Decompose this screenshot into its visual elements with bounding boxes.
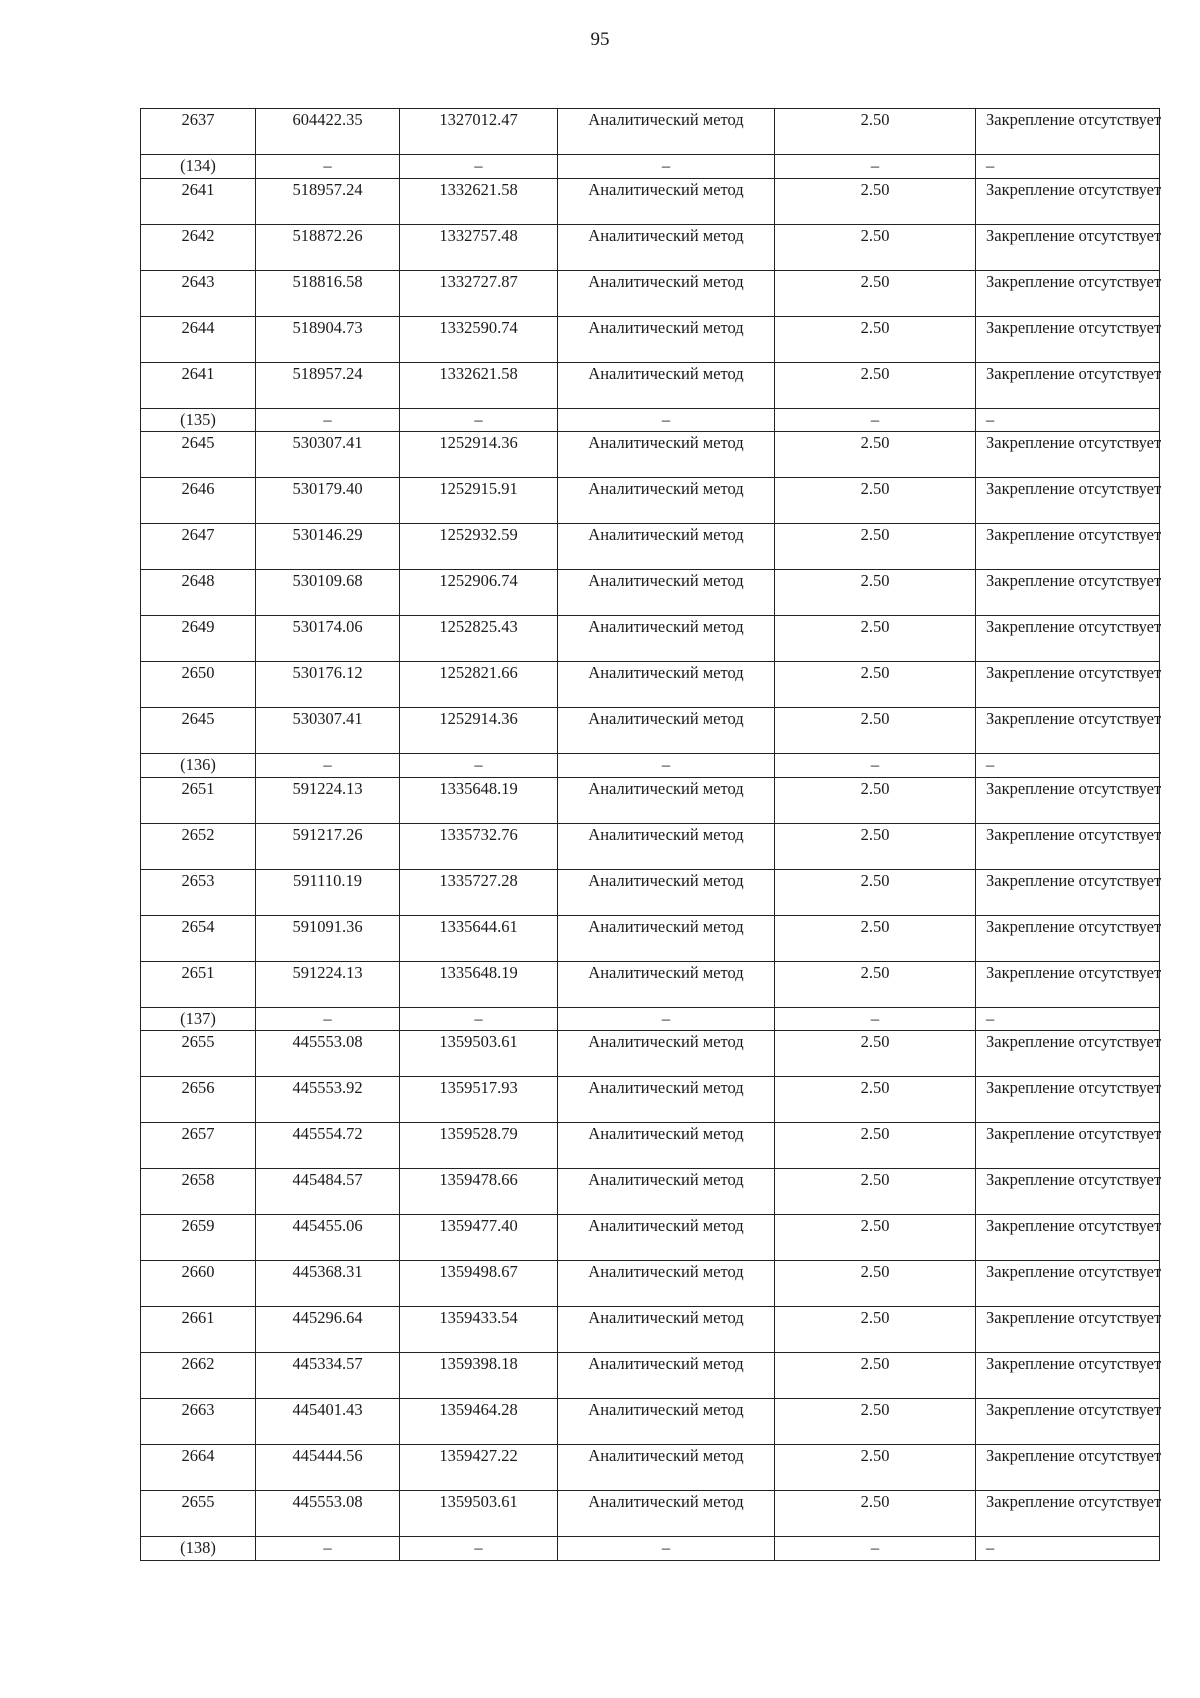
fixing-cell: Закрепление отсутствует	[976, 777, 1160, 823]
x-coordinate-cell: 445484.57	[256, 1169, 400, 1215]
fixing-cell: Закрепление отсутствует	[976, 616, 1160, 662]
x-coordinate-cell: 518957.24	[256, 178, 400, 224]
fixing-cell: –	[976, 1007, 1160, 1031]
y-coordinate-cell: 1335644.61	[400, 915, 558, 961]
table-row	[141, 1215, 1160, 1261]
x-coordinate-cell: 530174.06	[256, 616, 400, 662]
fixing-cell: Закрепление отсутствует	[976, 1399, 1160, 1445]
fixing-cell: Закрепление отсутствует	[976, 915, 1160, 961]
page-number: 95	[590, 29, 610, 50]
accuracy-cell: 2.50	[775, 823, 976, 869]
table-row	[141, 224, 1160, 270]
y-coordinate-cell: –	[400, 1537, 558, 1561]
accuracy-cell: 2.50	[775, 777, 976, 823]
x-coordinate-cell: 530146.29	[256, 524, 400, 570]
method-cell: Аналитический метод	[558, 869, 775, 915]
accuracy-cell: 2.50	[775, 1077, 976, 1123]
point-number-cell: 2649	[141, 616, 256, 662]
table-row	[141, 316, 1160, 362]
y-coordinate-cell: 1359427.22	[400, 1445, 558, 1491]
x-coordinate-cell: 530109.68	[256, 570, 400, 616]
x-coordinate-cell: 530179.40	[256, 478, 400, 524]
y-coordinate-cell: 1327012.47	[400, 109, 558, 155]
method-cell: Аналитический метод	[558, 316, 775, 362]
table-row	[141, 1353, 1160, 1399]
fixing-cell: Закрепление отсутствует	[976, 316, 1160, 362]
accuracy-cell: 2.50	[775, 662, 976, 708]
point-number-cell: 2651	[141, 961, 256, 1007]
method-cell: Аналитический метод	[558, 777, 775, 823]
point-number-cell: (135)	[141, 408, 256, 432]
method-cell: Аналитический метод	[558, 432, 775, 478]
method-cell: Аналитический метод	[558, 662, 775, 708]
fixing-cell: Закрепление отсутствует	[976, 224, 1160, 270]
accuracy-cell: 2.50	[775, 478, 976, 524]
accuracy-cell: 2.50	[775, 1261, 976, 1307]
point-number-cell: (134)	[141, 155, 256, 179]
point-number-cell: 2650	[141, 662, 256, 708]
x-coordinate-cell: 445444.56	[256, 1445, 400, 1491]
method-cell: Аналитический метод	[558, 1169, 775, 1215]
method-cell: Аналитический метод	[558, 1261, 775, 1307]
table-row	[141, 1077, 1160, 1123]
y-coordinate-cell: 1335727.28	[400, 869, 558, 915]
y-coordinate-cell: 1359478.66	[400, 1169, 558, 1215]
point-number-cell: 2654	[141, 915, 256, 961]
accuracy-cell: 2.50	[775, 570, 976, 616]
y-coordinate-cell: 1332621.58	[400, 178, 558, 224]
x-coordinate-cell: 445368.31	[256, 1261, 400, 1307]
method-cell: Аналитический метод	[558, 524, 775, 570]
point-number-cell: 2643	[141, 270, 256, 316]
accuracy-cell: 2.50	[775, 1123, 976, 1169]
method-cell: Аналитический метод	[558, 570, 775, 616]
y-coordinate-cell: –	[400, 1007, 558, 1031]
accuracy-cell: 2.50	[775, 224, 976, 270]
x-coordinate-cell: 591224.13	[256, 961, 400, 1007]
point-number-cell: 2661	[141, 1307, 256, 1353]
accuracy-cell: 2.50	[775, 1169, 976, 1215]
point-number-cell: 2658	[141, 1169, 256, 1215]
point-number-cell: 2664	[141, 1445, 256, 1491]
x-coordinate-cell: 591224.13	[256, 777, 400, 823]
y-coordinate-cell: 1335648.19	[400, 777, 558, 823]
table-row	[141, 1169, 1160, 1215]
table-row	[141, 1307, 1160, 1353]
x-coordinate-cell: 518904.73	[256, 316, 400, 362]
y-coordinate-cell: –	[400, 754, 558, 778]
y-coordinate-cell: 1332727.87	[400, 270, 558, 316]
fixing-cell: –	[976, 408, 1160, 432]
y-coordinate-cell: 1332757.48	[400, 224, 558, 270]
table-row	[141, 961, 1160, 1007]
accuracy-cell: –	[775, 155, 976, 179]
table-row	[141, 432, 1160, 478]
accuracy-cell: 2.50	[775, 1031, 976, 1077]
method-cell: Аналитический метод	[558, 823, 775, 869]
x-coordinate-cell: –	[256, 1007, 400, 1031]
method-cell: Аналитический метод	[558, 109, 775, 155]
method-cell: Аналитический метод	[558, 1307, 775, 1353]
x-coordinate-cell: 604422.35	[256, 109, 400, 155]
accuracy-cell: 2.50	[775, 270, 976, 316]
fixing-cell: Закрепление отсутствует	[976, 662, 1160, 708]
point-number-cell: 2663	[141, 1399, 256, 1445]
fixing-cell: Закрепление отсутствует	[976, 1077, 1160, 1123]
fixing-cell: Закрепление отсутствует	[976, 1491, 1160, 1537]
accuracy-cell: –	[775, 1537, 976, 1561]
x-coordinate-cell: –	[256, 1537, 400, 1561]
x-coordinate-cell: 445334.57	[256, 1353, 400, 1399]
fixing-cell: Закрепление отсутствует	[976, 1169, 1160, 1215]
contour-row	[141, 155, 1160, 179]
x-coordinate-cell: 530307.41	[256, 708, 400, 754]
table-row	[141, 524, 1160, 570]
fixing-cell: Закрепление отсутствует	[976, 432, 1160, 478]
y-coordinate-cell: 1359517.93	[400, 1077, 558, 1123]
coordinates-table	[140, 108, 1160, 1561]
table-row	[141, 478, 1160, 524]
accuracy-cell: 2.50	[775, 869, 976, 915]
x-coordinate-cell: 518872.26	[256, 224, 400, 270]
fixing-cell: Закрепление отсутствует	[976, 178, 1160, 224]
table-row	[141, 869, 1160, 915]
table-row	[141, 270, 1160, 316]
table-row	[141, 570, 1160, 616]
method-cell: Аналитический метод	[558, 478, 775, 524]
point-number-cell: 2647	[141, 524, 256, 570]
fixing-cell: Закрепление отсутствует	[976, 1215, 1160, 1261]
method-cell: Аналитический метод	[558, 915, 775, 961]
y-coordinate-cell: 1252915.91	[400, 478, 558, 524]
x-coordinate-cell: 530307.41	[256, 432, 400, 478]
accuracy-cell: 2.50	[775, 1307, 976, 1353]
fixing-cell: –	[976, 155, 1160, 179]
coordinates-table-body	[141, 109, 1160, 1561]
fixing-cell: Закрепление отсутствует	[976, 1123, 1160, 1169]
fixing-cell: Закрепление отсутствует	[976, 109, 1160, 155]
accuracy-cell: 2.50	[775, 616, 976, 662]
fixing-cell: –	[976, 754, 1160, 778]
table-row	[141, 109, 1160, 155]
y-coordinate-cell: 1252914.36	[400, 708, 558, 754]
method-cell: Аналитический метод	[558, 1077, 775, 1123]
x-coordinate-cell: –	[256, 155, 400, 179]
method-cell: Аналитический метод	[558, 1123, 775, 1169]
point-number-cell: 2645	[141, 432, 256, 478]
method-cell: Аналитический метод	[558, 961, 775, 1007]
fixing-cell: Закрепление отсутствует	[976, 478, 1160, 524]
method-cell: Аналитический метод	[558, 1215, 775, 1261]
method-cell: –	[558, 1007, 775, 1031]
x-coordinate-cell: 591217.26	[256, 823, 400, 869]
accuracy-cell: 2.50	[775, 1399, 976, 1445]
y-coordinate-cell: 1359528.79	[400, 1123, 558, 1169]
method-cell: Аналитический метод	[558, 1353, 775, 1399]
y-coordinate-cell: 1252932.59	[400, 524, 558, 570]
y-coordinate-cell: 1332590.74	[400, 316, 558, 362]
method-cell: Аналитический метод	[558, 270, 775, 316]
table-row	[141, 1123, 1160, 1169]
fixing-cell: Закрепление отсутствует	[976, 1031, 1160, 1077]
table-row	[141, 708, 1160, 754]
point-number-cell: 2657	[141, 1123, 256, 1169]
fixing-cell: Закрепление отсутствует	[976, 961, 1160, 1007]
accuracy-cell: –	[775, 408, 976, 432]
fixing-cell: Закрепление отсутствует	[976, 869, 1160, 915]
method-cell: Аналитический метод	[558, 1445, 775, 1491]
table-row	[141, 1261, 1160, 1307]
y-coordinate-cell: –	[400, 155, 558, 179]
method-cell: Аналитический метод	[558, 178, 775, 224]
point-number-cell: (136)	[141, 754, 256, 778]
x-coordinate-cell: 445554.72	[256, 1123, 400, 1169]
accuracy-cell: 2.50	[775, 524, 976, 570]
point-number-cell: 2645	[141, 708, 256, 754]
accuracy-cell: 2.50	[775, 1215, 976, 1261]
y-coordinate-cell: 1359503.61	[400, 1031, 558, 1077]
point-number-cell: 2653	[141, 869, 256, 915]
fixing-cell: Закрепление отсутствует	[976, 270, 1160, 316]
x-coordinate-cell: 445553.08	[256, 1491, 400, 1537]
method-cell: Аналитический метод	[558, 1491, 775, 1537]
method-cell: Аналитический метод	[558, 616, 775, 662]
point-number-cell: 2655	[141, 1491, 256, 1537]
table-row	[141, 1399, 1160, 1445]
table-row	[141, 616, 1160, 662]
contour-row	[141, 1007, 1160, 1031]
point-number-cell: 2655	[141, 1031, 256, 1077]
fixing-cell: Закрепление отсутствует	[976, 362, 1160, 408]
contour-row	[141, 754, 1160, 778]
point-number-cell: (138)	[141, 1537, 256, 1561]
point-number-cell: 2662	[141, 1353, 256, 1399]
accuracy-cell: 2.50	[775, 915, 976, 961]
point-number-cell: 2648	[141, 570, 256, 616]
accuracy-cell: –	[775, 754, 976, 778]
point-number-cell: (137)	[141, 1007, 256, 1031]
table-row	[141, 1031, 1160, 1077]
method-cell: –	[558, 155, 775, 179]
accuracy-cell: 2.50	[775, 316, 976, 362]
x-coordinate-cell: –	[256, 754, 400, 778]
fixing-cell: Закрепление отсутствует	[976, 1261, 1160, 1307]
accuracy-cell: 2.50	[775, 362, 976, 408]
accuracy-cell: 2.50	[775, 1491, 976, 1537]
method-cell: –	[558, 1537, 775, 1561]
y-coordinate-cell: 1252825.43	[400, 616, 558, 662]
y-coordinate-cell: 1359398.18	[400, 1353, 558, 1399]
x-coordinate-cell: 445553.08	[256, 1031, 400, 1077]
accuracy-cell: –	[775, 1007, 976, 1031]
x-coordinate-cell: 445296.64	[256, 1307, 400, 1353]
y-coordinate-cell: 1332621.58	[400, 362, 558, 408]
fixing-cell: Закрепление отсутствует	[976, 708, 1160, 754]
x-coordinate-cell: 530176.12	[256, 662, 400, 708]
accuracy-cell: 2.50	[775, 432, 976, 478]
y-coordinate-cell: 1359433.54	[400, 1307, 558, 1353]
y-coordinate-cell: 1252914.36	[400, 432, 558, 478]
table-row	[141, 178, 1160, 224]
y-coordinate-cell: 1359498.67	[400, 1261, 558, 1307]
fixing-cell: Закрепление отсутствует	[976, 1353, 1160, 1399]
accuracy-cell: 2.50	[775, 109, 976, 155]
table-row	[141, 1445, 1160, 1491]
accuracy-cell: 2.50	[775, 1445, 976, 1491]
table-row	[141, 777, 1160, 823]
method-cell: –	[558, 408, 775, 432]
accuracy-cell: 2.50	[775, 178, 976, 224]
table-row	[141, 915, 1160, 961]
method-cell: Аналитический метод	[558, 708, 775, 754]
method-cell: Аналитический метод	[558, 362, 775, 408]
method-cell: Аналитический метод	[558, 224, 775, 270]
point-number-cell: 2651	[141, 777, 256, 823]
y-coordinate-cell: 1359464.28	[400, 1399, 558, 1445]
y-coordinate-cell: 1359477.40	[400, 1215, 558, 1261]
method-cell: –	[558, 754, 775, 778]
point-number-cell: 2637	[141, 109, 256, 155]
point-number-cell: 2641	[141, 362, 256, 408]
contour-row	[141, 408, 1160, 432]
contour-row	[141, 1537, 1160, 1561]
accuracy-cell: 2.50	[775, 961, 976, 1007]
method-cell: Аналитический метод	[558, 1031, 775, 1077]
point-number-cell: 2642	[141, 224, 256, 270]
table-row	[141, 1491, 1160, 1537]
point-number-cell: 2656	[141, 1077, 256, 1123]
table-row	[141, 362, 1160, 408]
x-coordinate-cell: 445401.43	[256, 1399, 400, 1445]
point-number-cell: 2644	[141, 316, 256, 362]
x-coordinate-cell: 445553.92	[256, 1077, 400, 1123]
fixing-cell: Закрепление отсутствует	[976, 823, 1160, 869]
x-coordinate-cell: 445455.06	[256, 1215, 400, 1261]
x-coordinate-cell: –	[256, 408, 400, 432]
fixing-cell: Закрепление отсутствует	[976, 1307, 1160, 1353]
y-coordinate-cell: 1252906.74	[400, 570, 558, 616]
y-coordinate-cell: 1252821.66	[400, 662, 558, 708]
accuracy-cell: 2.50	[775, 1353, 976, 1399]
fixing-cell: –	[976, 1537, 1160, 1561]
fixing-cell: Закрепление отсутствует	[976, 1445, 1160, 1491]
accuracy-cell: 2.50	[775, 708, 976, 754]
point-number-cell: 2646	[141, 478, 256, 524]
table-row	[141, 823, 1160, 869]
x-coordinate-cell: 518816.58	[256, 270, 400, 316]
fixing-cell: Закрепление отсутствует	[976, 524, 1160, 570]
x-coordinate-cell: 591110.19	[256, 869, 400, 915]
point-number-cell: 2641	[141, 178, 256, 224]
x-coordinate-cell: 518957.24	[256, 362, 400, 408]
point-number-cell: 2652	[141, 823, 256, 869]
point-number-cell: 2660	[141, 1261, 256, 1307]
method-cell: Аналитический метод	[558, 1399, 775, 1445]
x-coordinate-cell: 591091.36	[256, 915, 400, 961]
y-coordinate-cell: 1335648.19	[400, 961, 558, 1007]
y-coordinate-cell: 1359503.61	[400, 1491, 558, 1537]
y-coordinate-cell: –	[400, 408, 558, 432]
fixing-cell: Закрепление отсутствует	[976, 570, 1160, 616]
point-number-cell: 2659	[141, 1215, 256, 1261]
table-row	[141, 662, 1160, 708]
y-coordinate-cell: 1335732.76	[400, 823, 558, 869]
